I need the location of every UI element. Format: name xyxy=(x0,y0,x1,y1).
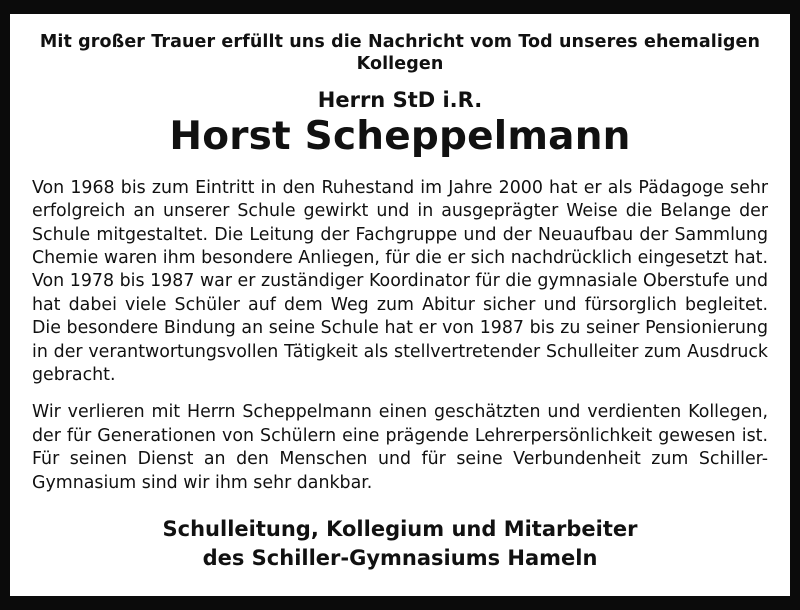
notice-content xyxy=(10,14,790,596)
deceased-name: Horst Scheppelmann xyxy=(169,113,631,159)
signature-line-1: Schulleitung, Kollegium und Mitarbeiter xyxy=(162,517,638,542)
border-right xyxy=(790,0,800,610)
intro-line: Mit großer Trauer erfüllt uns die Nachricht vom Tod unseres ehemaligen Kollegen xyxy=(39,32,761,74)
honorific-rank: Herrn StD i.R. xyxy=(317,87,483,112)
border-top xyxy=(0,0,800,14)
signature-line-2: des Schiller-Gymnasiums Hameln xyxy=(202,546,598,570)
body-paragraph-2: Wir verlieren mit Herrn Scheppelmann einen geschätzten und verdienten Kollegen, der für Generationen von Schülern eine prägende Lehrerpersönlichkeit gewesen ist. Für seinen Dienst an den Menschen und für seine Verbundenheit zum Schiller-Gymnasium sind wir ihm sehr dankbar. xyxy=(32,402,768,493)
border-bottom xyxy=(0,596,800,610)
border-left xyxy=(0,0,10,610)
signature-block xyxy=(32,515,768,573)
body-paragraph-1: Von 1968 bis zum Eintritt in den Ruhestand im Jahre 2000 hat er als Pädagoge sehr erfolgreich an unserer Schule gewirkt und in ausgeprägter Weise die Belange der Schule mitgestaltet. Die Leitung der Fachgruppe und der Neuaufbau der Sammlung Chemie waren ihm besondere Anliegen, für die er sich nachdrücklich eingesetzt hat. Von 1978 bis 1987 war er zuständiger Koordinator für die gymnasiale Oberstufe und hat dabei viele Schüler auf dem Weg zum Abitur sicher und fürsorglich begleitet. Die besondere Bindung an seine Schule hat er von 1987 bis zu seiner Pensionierung in der verantwortungsvollen Tätigkeit als stellvertretender Schulleiter zum Ausdruck gebracht. xyxy=(32,177,768,385)
